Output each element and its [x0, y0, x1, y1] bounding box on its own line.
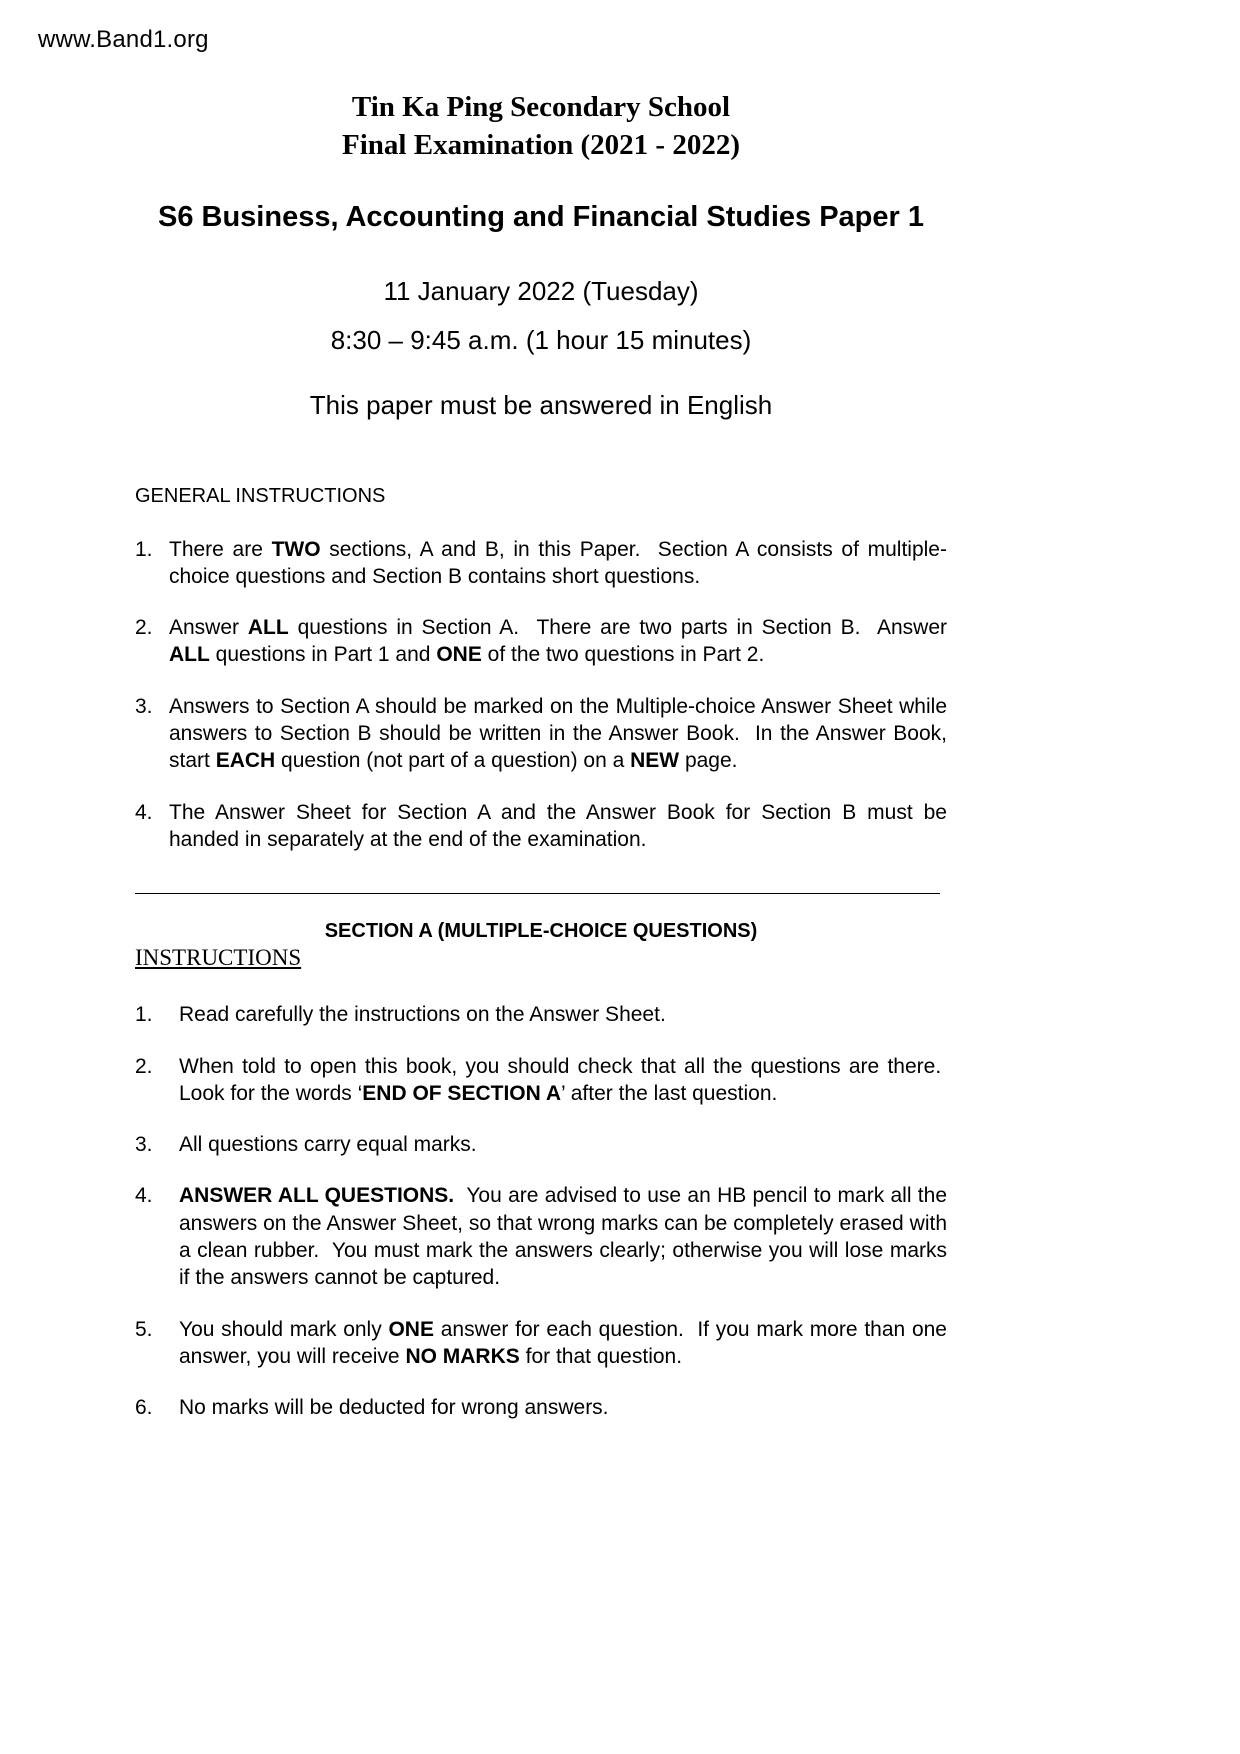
section-a-instruction-item	[135, 1316, 947, 1371]
language-note: This paper must be answered in English	[309, 389, 773, 420]
item-number: 1.	[135, 1003, 153, 1027]
item-text: There are TWO sections, A and B, in this Paper. Section A consists of multiple-choice questions and Section B contains short questions.	[169, 537, 947, 588]
section-a-instruction-item	[135, 1394, 947, 1421]
instructions-subheading: INSTRUCTIONS	[135, 945, 302, 971]
general-instruction-item	[135, 536, 947, 591]
section-a-instructions-list	[135, 1001, 947, 1421]
exam-title: Final Examination (2021 - 2022)	[342, 129, 740, 162]
section-a-instruction-item	[135, 1182, 947, 1291]
item-number: 3.	[135, 694, 153, 718]
paper-title: S6 Business, Accounting and Financial Studies Paper 1	[157, 200, 924, 233]
watermark: www.Band1.org	[38, 26, 209, 53]
item-number: 1.	[135, 537, 153, 561]
section-divider	[135, 893, 940, 894]
exam-date: 11 January 2022 (Tuesday)	[383, 275, 699, 306]
general-instructions-heading: GENERAL INSTRUCTIONS	[135, 484, 386, 507]
item-number: 2.	[135, 616, 153, 640]
general-instruction-item	[135, 799, 947, 854]
general-instructions-list	[135, 536, 947, 854]
item-number: 6.	[135, 1396, 153, 1420]
item-text: When told to open this book, you should check that all the questions are there. Look for the words ‘END OF SECTION A’ after the last question.	[179, 1054, 947, 1105]
exam-header	[135, 88, 947, 421]
item-number: 4.	[135, 800, 153, 824]
section-a-instruction-item	[135, 1131, 947, 1158]
item-text: All questions carry equal marks.	[179, 1133, 477, 1157]
section-a-instruction-item	[135, 1001, 947, 1028]
general-instruction-item	[135, 614, 947, 669]
item-number: 2.	[135, 1054, 153, 1078]
item-text: Read carefully the instructions on the Answer Sheet.	[179, 1003, 666, 1027]
exam-time: 8:30 – 9:45 a.m. (1 hour 15 minutes)	[330, 324, 752, 355]
general-instruction-item	[135, 693, 947, 775]
item-text: ANSWER ALL QUESTIONS. You are advised to use an HB pencil to mark all the answers on the Answer Sheet, so that wrong marks can be completely erased with a clean rubber. You must mark the answers clearly; otherwise you will lose marks if the answers cannot be captured.	[179, 1184, 947, 1290]
item-text: The Answer Sheet for Section A and the Answer Book for Section B must be handed in separately at the end of the examination.	[169, 800, 947, 851]
school-name: Tin Ka Ping Secondary School	[351, 91, 731, 123]
item-text: You should mark only ONE answer for each question. If you mark more than one answer, you will receive NO MARKS for that question.	[179, 1317, 947, 1368]
item-number: 3.	[135, 1133, 153, 1157]
item-text: Answer ALL questions in Section A. There are two parts in Section B. Answer ALL questions in Part 1 and ONE of the two questions in Part 2.	[169, 616, 947, 667]
exam-cover-page	[135, 0, 947, 1421]
item-number: 4.	[135, 1184, 153, 1208]
item-text: No marks will be deducted for wrong answers.	[179, 1396, 609, 1420]
section-a-instruction-item	[135, 1053, 947, 1108]
section-a-heading: SECTION A (MULTIPLE-CHOICE QUESTIONS)	[324, 920, 758, 943]
item-number: 5.	[135, 1317, 153, 1341]
item-text: Answers to Section A should be marked on the Multiple-choice Answer Sheet while answers to Section B should be written in the Answer Book. In the Answer Book, start EACH question (not part of a question) on a NEW page.	[169, 694, 947, 773]
